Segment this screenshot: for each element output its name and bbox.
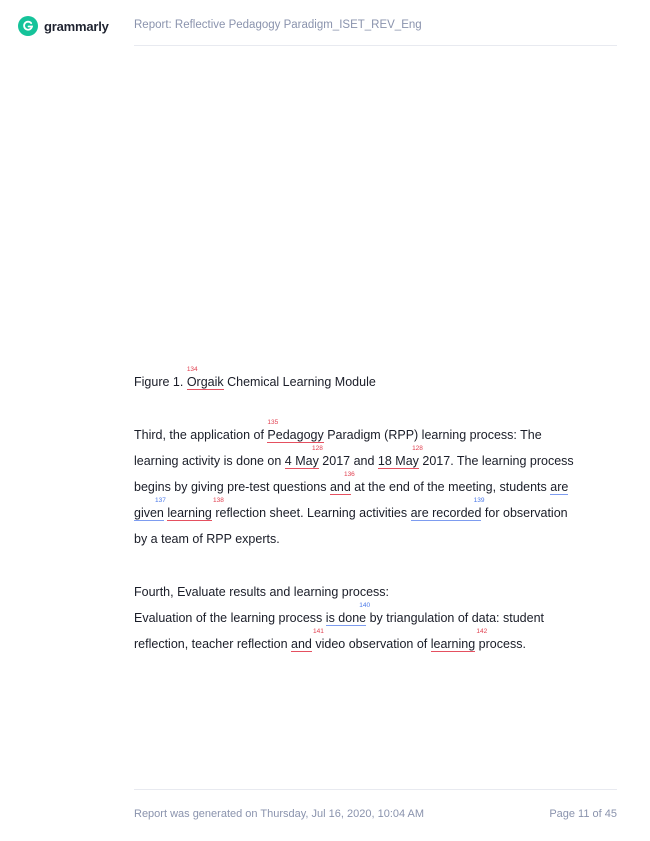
paragraph-line <box>134 602 545 626</box>
flagged-word: 18 May <box>377 454 419 468</box>
header-divider <box>134 45 617 46</box>
suggestion-underline[interactable] <box>167 497 224 521</box>
flagged-word: are <box>550 480 569 494</box>
flagged-word: 4 May <box>284 454 319 468</box>
text-run: Fourth, Evaluate results and learning process: <box>134 585 389 599</box>
suggestion-number: 135 <box>267 419 279 426</box>
text-run: begins by giving pre-test questions <box>134 480 330 494</box>
paragraph-line <box>134 585 389 599</box>
paragraph-line <box>134 532 280 546</box>
suggestion-underline[interactable] <box>329 471 355 495</box>
paragraph-line <box>134 471 569 495</box>
suggestion-number: 142 <box>476 628 488 635</box>
suggestion-underline[interactable] <box>430 628 488 652</box>
grammarly-logo <box>18 16 109 36</box>
text-run: process. <box>475 637 526 651</box>
grammarly-g-icon <box>18 16 38 36</box>
suggestion-underline[interactable] <box>134 497 166 521</box>
paragraph-line <box>134 628 526 652</box>
suggestion-number: 141 <box>313 628 324 635</box>
text-run: by a team of RPP experts. <box>134 532 280 546</box>
suggestion-number: 140 <box>359 602 371 609</box>
flagged-word: are recorded <box>410 506 482 520</box>
logo-text: grammarly <box>44 18 109 34</box>
footer-divider <box>134 789 617 790</box>
text-run: 2017. The learning process <box>418 454 574 468</box>
text-run: for observation <box>481 506 568 520</box>
text-run: video observation of <box>311 637 431 651</box>
suggestion-number: 138 <box>213 497 224 504</box>
suggestion-number: 137 <box>155 497 166 504</box>
suggestion-underline[interactable] <box>410 497 485 521</box>
flagged-word: Orgaik <box>186 375 224 389</box>
suggestion-underline[interactable] <box>267 419 324 443</box>
caption-text: Chemical Learning Module <box>223 375 376 389</box>
text-run: 2017 and <box>318 454 378 468</box>
text-run: Third, the application of <box>134 428 268 442</box>
text-run: Paradigm (RPP) learning process: The <box>323 428 542 442</box>
report-title: Report: Reflective Pedagogy Paradigm_ISET_REV_Eng <box>134 19 422 31</box>
text-run: learning activity is done on <box>134 454 285 468</box>
flagged-word: Pedagogy <box>267 428 324 442</box>
suggestion-number: 134 <box>186 366 198 373</box>
text-run: at the end of the meeting, students <box>350 480 551 494</box>
paragraph-line <box>134 419 542 443</box>
flagged-word: and <box>329 480 351 494</box>
suggestion-underline[interactable] <box>284 445 323 469</box>
suggestion-number: 128 <box>311 445 323 452</box>
flagged-word: learning <box>167 506 212 520</box>
suggestion-underline[interactable] <box>291 628 324 652</box>
figure-caption <box>134 366 376 390</box>
flagged-word: given <box>134 506 164 520</box>
suggestion-number: 139 <box>473 497 485 504</box>
suggestion-underline[interactable] <box>325 602 371 626</box>
text-run: Evaluation of the learning process <box>134 611 326 625</box>
suggestion-number: 136 <box>343 471 355 478</box>
flagged-word: is done <box>325 611 367 625</box>
report-generated-text: Report was generated on Thursday, Jul 16, 2020, 10:04 AM <box>134 808 425 820</box>
text-run: reflection sheet. Learning activities <box>211 506 411 520</box>
flagged-word: and <box>291 637 312 651</box>
suggestion-number: 128 <box>412 445 423 452</box>
suggestion-underline[interactable] <box>377 445 423 469</box>
flagged-word: learning <box>430 637 476 651</box>
paragraph-line <box>134 445 574 469</box>
text-run: reflection, teacher reflection <box>134 637 292 651</box>
suggestion-underline[interactable] <box>186 366 224 390</box>
suggestion-underline[interactable] <box>550 480 568 495</box>
page-indicator: Page 11 of 45 <box>549 808 617 820</box>
paragraph-line <box>134 497 568 521</box>
text-run: by triangulation of data: student <box>366 611 545 625</box>
caption-text: Figure 1. <box>134 375 187 389</box>
